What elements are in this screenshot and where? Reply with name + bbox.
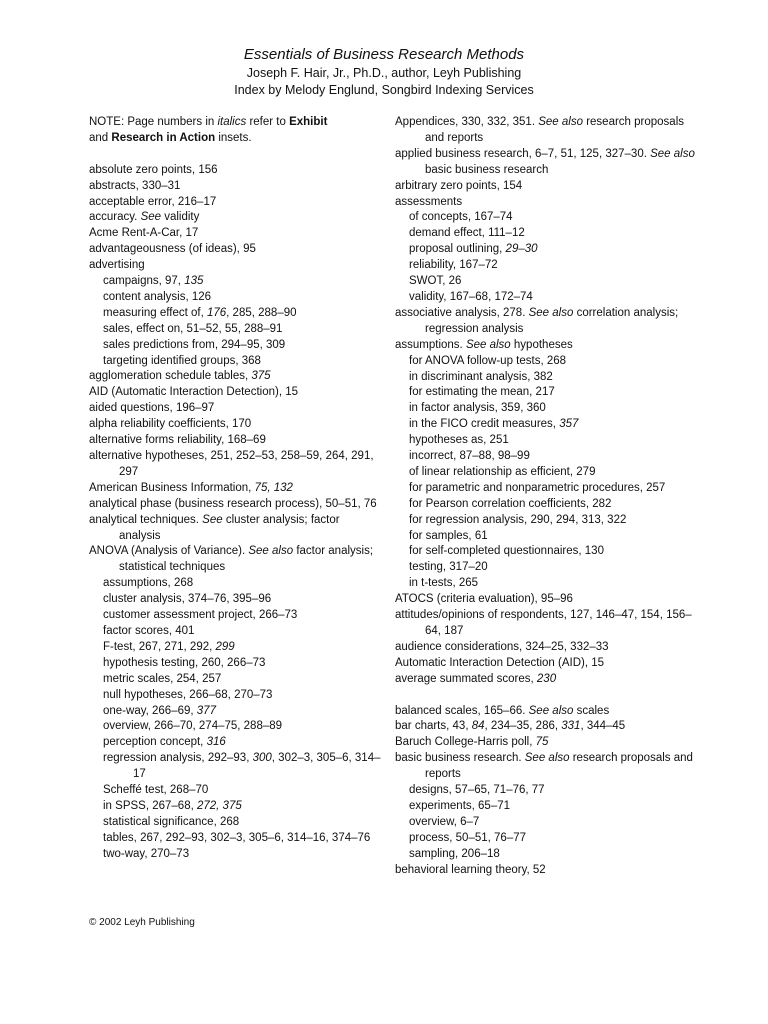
entry-text: null hypotheses, 266–68, 270–73 xyxy=(103,688,273,701)
entry-text: 272, 375 xyxy=(196,799,242,812)
index-subentry xyxy=(89,799,384,815)
copyright-footer: © 2002 Leyh Publishing xyxy=(89,917,195,928)
entry-text: alternative forms reliability, 168–69 xyxy=(89,434,266,447)
entry-text: insets. xyxy=(215,131,252,144)
entry-text: 377 xyxy=(196,704,216,717)
entry-text: 176 xyxy=(206,306,227,319)
entry-text: Acme Rent-A-Car, 17 xyxy=(89,227,199,240)
entry-text: basic business research xyxy=(425,163,549,176)
entry-text: Scheffé test, 268–70 xyxy=(103,784,209,797)
entry-text: See xyxy=(140,211,162,224)
entry-text: campaigns, 97, xyxy=(103,275,185,288)
index-subentry xyxy=(395,226,695,242)
entry-text: for self-completed questionnaires, 130 xyxy=(409,545,604,558)
entry-text: Exhibit xyxy=(289,116,328,128)
index-entry xyxy=(395,672,695,688)
index-column-right xyxy=(395,115,695,878)
index-entry xyxy=(395,751,695,783)
index-entry xyxy=(89,433,384,449)
entry-text: , 234–35, 286, xyxy=(484,720,562,733)
entry-text: in the FICO credit measures, xyxy=(409,418,560,431)
index-entry xyxy=(395,704,695,720)
entry-text: in SPSS, 267–68, xyxy=(103,799,197,812)
index-entry xyxy=(89,449,384,481)
indexer-line: Index by Melody Englund, Songbird Indexing Services xyxy=(234,83,534,97)
entry-text: designs, 57–65, 71–76, 77 xyxy=(409,784,545,797)
index-entry xyxy=(89,226,384,242)
index-subentry xyxy=(89,274,384,290)
entry-text: acceptable error, 216–17 xyxy=(89,195,217,208)
entry-text: hypotheses as, 251 xyxy=(409,434,509,447)
entry-text: measuring effect of, xyxy=(103,306,207,319)
entry-text: See also xyxy=(524,752,570,765)
entry-text: of concepts, 167–74 xyxy=(409,211,513,224)
index-subentry xyxy=(395,354,695,370)
index-entry xyxy=(395,179,695,195)
entry-text: agglomeration schedule tables, xyxy=(89,370,252,383)
entry-text: accuracy. xyxy=(89,211,141,224)
index-entry xyxy=(395,640,695,656)
index-entry xyxy=(89,163,384,179)
index-entry xyxy=(89,179,384,195)
entry-text: See also xyxy=(465,338,511,351)
index-subentry xyxy=(89,672,384,688)
entry-text: 230 xyxy=(536,672,557,685)
entry-text: for Pearson correlation coefficients, 282 xyxy=(409,497,612,510)
entry-text: Appendices, 330, 332, 351. xyxy=(395,116,539,128)
index-subentry xyxy=(395,385,695,401)
index-subentry xyxy=(395,481,695,497)
index-subentry xyxy=(89,608,384,624)
entry-text: targeting identified groups, 368 xyxy=(103,354,261,367)
entry-text: Automatic Interaction Detection (AID), 15 xyxy=(395,656,605,669)
entry-text: validity, 167–68, 172–74 xyxy=(409,290,533,303)
index-entry xyxy=(395,147,695,179)
entry-text: proposal outlining, xyxy=(409,243,506,256)
index-subentry xyxy=(395,401,695,417)
index-entry xyxy=(89,481,384,497)
entry-text: Research in Action xyxy=(111,131,216,144)
entry-text: of linear relationship as efficient, 279 xyxy=(409,465,596,478)
entry-text: 357 xyxy=(559,418,579,431)
entry-text: basic business research. xyxy=(395,752,525,765)
entry-text: average summated scores, xyxy=(395,672,537,685)
entry-text: absolute zero points, 156 xyxy=(89,163,218,176)
index-subentry xyxy=(395,242,695,258)
index-subentry xyxy=(395,417,695,433)
entry-text: reliability, 167–72 xyxy=(409,259,498,272)
index-subentry xyxy=(395,258,695,274)
entry-text: , 302–3, 305–6, 314–17 xyxy=(133,752,381,781)
index-entry xyxy=(89,115,384,131)
index-entry xyxy=(395,195,695,211)
page-header xyxy=(0,45,768,99)
entry-text: NOTE: Page numbers in xyxy=(89,116,218,128)
index-subentry xyxy=(395,831,695,847)
index-subentry xyxy=(89,290,384,306)
entry-text: for parametric and nonparametric procedures, 257 xyxy=(409,481,666,494)
entry-text: sales, effect on, 51–52, 55, 288–91 xyxy=(103,322,283,335)
index-subentry xyxy=(395,847,695,863)
entry-text: 84 xyxy=(471,720,485,733)
entry-text: SWOT, 26 xyxy=(409,275,462,288)
index-subentry xyxy=(89,338,384,354)
index-entry xyxy=(395,735,695,751)
entry-text: Baruch College-Harris poll, xyxy=(395,736,536,749)
index-subentry xyxy=(89,735,384,751)
index-entry xyxy=(89,242,384,258)
index-subentry xyxy=(395,783,695,799)
index-entry xyxy=(89,131,384,147)
index-subentry xyxy=(395,210,695,226)
index-subentry xyxy=(395,513,695,529)
entry-text: behavioral learning theory, 52 xyxy=(395,863,546,876)
entry-text: alternative hypotheses, 251, 252–53, 258–59, 264, 291, 297 xyxy=(89,450,374,478)
index-entry xyxy=(89,369,384,385)
entry-text: See also xyxy=(528,306,574,319)
entry-text: arbitrary zero points, 154 xyxy=(395,179,523,192)
index-subentry xyxy=(89,354,384,370)
entry-text: 316 xyxy=(206,736,226,749)
entry-text: factor analysis; statistical techniques xyxy=(119,545,374,574)
entry-text: assumptions, 268 xyxy=(103,577,194,590)
index-entry xyxy=(395,608,695,640)
index-column-left xyxy=(89,115,384,863)
entry-text: sampling, 206–18 xyxy=(409,847,500,860)
index-entry xyxy=(395,719,695,735)
entry-text: content analysis, 126 xyxy=(103,290,212,303)
index-subentry xyxy=(89,688,384,704)
entry-text: assessments xyxy=(395,195,463,208)
entry-text: AID (Automatic Interaction Detection), 15 xyxy=(89,386,299,399)
entry-text: See also xyxy=(650,147,695,160)
entry-text: abstracts, 330–31 xyxy=(89,179,181,192)
author-line: Joseph F. Hair, Jr., Ph.D., author, Leyh Publishing xyxy=(246,66,522,80)
entry-text: tables, 267, 292–93, 302–3, 305–6, 314–16, 374–76 xyxy=(103,831,371,844)
index-subentry xyxy=(89,576,384,592)
index-entry xyxy=(89,497,384,513)
entry-text: applied business research, 6–7, 51, 125, 327–30. xyxy=(395,147,651,160)
entry-spacer xyxy=(395,688,695,704)
index-subentry xyxy=(395,497,695,513)
entry-text: cluster analysis; factor analysis xyxy=(119,513,340,542)
index-entry xyxy=(395,115,695,147)
index-entry xyxy=(89,417,384,433)
index-subentry xyxy=(89,815,384,831)
entry-text: 75 xyxy=(535,736,549,749)
entry-text: See also xyxy=(248,545,294,558)
entry-text: hypothesis testing, 260, 266–73 xyxy=(103,656,266,669)
index-entry xyxy=(89,195,384,211)
index-subentry xyxy=(395,560,695,576)
entry-text: scales xyxy=(573,704,610,717)
entry-text: 375 xyxy=(251,370,271,383)
index-subentry xyxy=(89,306,384,322)
entry-text: alpha reliability coefficients, 170 xyxy=(89,418,252,431)
entry-text: and xyxy=(89,131,112,144)
index-subentry xyxy=(89,704,384,720)
entry-text: advantageousness (of ideas), 95 xyxy=(89,243,256,256)
index-entry xyxy=(395,656,695,672)
entry-text: in factor analysis, 359, 360 xyxy=(409,402,546,415)
index-subentry xyxy=(395,449,695,465)
index-subentry xyxy=(89,751,384,783)
entry-text: See xyxy=(202,513,223,526)
index-subentry xyxy=(89,783,384,799)
entry-text: process, 50–51, 76–77 xyxy=(409,831,527,844)
entry-text: in discriminant analysis, 382 xyxy=(409,370,553,383)
index-entry xyxy=(395,338,695,354)
index-entry xyxy=(89,513,384,545)
entry-text: validity xyxy=(161,211,200,224)
entry-text: for regression analysis, 290, 294, 313, 322 xyxy=(409,513,627,526)
entry-text: See also xyxy=(538,116,583,128)
entry-text: assumptions. xyxy=(395,338,466,351)
entry-text: cluster analysis, 374–76, 395–96 xyxy=(103,593,272,606)
index-entry xyxy=(395,863,695,879)
index-subentry xyxy=(395,274,695,290)
entry-text: 75, 132 xyxy=(254,481,293,494)
index-subentry xyxy=(395,290,695,306)
index-subentry xyxy=(395,815,695,831)
entry-text: attitudes/opinions of respondents, 127, 146–47, 154, 156–64, 187 xyxy=(395,609,692,637)
entry-text: incorrect, 87–88, 98–99 xyxy=(409,450,530,463)
index-subentry xyxy=(89,624,384,640)
entry-text: 135 xyxy=(184,275,204,288)
index-entry xyxy=(89,210,384,226)
index-subentry xyxy=(89,322,384,338)
index-entry xyxy=(89,385,384,401)
index-subentry xyxy=(89,719,384,735)
entry-text: bar charts, 43, xyxy=(395,720,472,733)
index-subentry xyxy=(89,831,384,847)
index-subentry xyxy=(395,370,695,386)
entry-text: American Business Information, xyxy=(89,481,255,494)
entry-text: associative analysis, 278. xyxy=(395,306,529,319)
entry-text: ATOCS (criteria evaluation), 95–96 xyxy=(395,593,573,606)
index-subentry xyxy=(89,640,384,656)
entry-text: aided questions, 196–97 xyxy=(89,402,215,415)
entry-text: demand effect, 111–12 xyxy=(409,227,525,240)
index-entry xyxy=(89,401,384,417)
index-entry xyxy=(89,544,384,576)
entry-text: experiments, 65–71 xyxy=(409,799,511,812)
entry-text: advertising xyxy=(89,259,145,272)
index-subentry xyxy=(395,465,695,481)
entry-text: overview, 266–70, 274–75, 288–89 xyxy=(103,720,283,733)
entry-text: ANOVA (Analysis of Variance). xyxy=(89,545,249,558)
entry-text: metric scales, 254, 257 xyxy=(103,672,222,685)
index-subentry xyxy=(89,656,384,672)
entry-text: regression analysis, 292–93, xyxy=(103,752,253,765)
entry-text: overview, 6–7 xyxy=(409,815,480,828)
entry-text: for estimating the mean, 217 xyxy=(409,386,555,399)
index-subentry xyxy=(395,544,695,560)
entry-text: 299 xyxy=(215,640,235,653)
index-entry xyxy=(395,306,695,338)
entry-text: analytical techniques. xyxy=(89,513,203,526)
entry-text: F-test, 267, 271, 292, xyxy=(103,640,216,653)
index-subentry xyxy=(89,847,384,863)
entry-text: perception concept, xyxy=(103,736,207,749)
index-entry xyxy=(89,258,384,274)
entry-text: balanced scales, 165–66. xyxy=(395,704,529,717)
entry-text: 300 xyxy=(252,752,272,765)
entry-text: italics xyxy=(217,116,247,128)
entry-text: correlation analysis; regression analysis xyxy=(425,306,679,335)
entry-text: sales predictions from, 294–95, 309 xyxy=(103,338,286,351)
index-subentry xyxy=(395,576,695,592)
entry-text: See also xyxy=(528,704,574,717)
entry-text: for ANOVA follow-up tests, 268 xyxy=(409,354,567,367)
entry-text: , 285, 288–90 xyxy=(226,306,297,319)
entry-text: customer assessment project, 266–73 xyxy=(103,609,298,622)
index-subentry xyxy=(89,592,384,608)
index-subentry xyxy=(395,799,695,815)
entry-text: research proposals and reports xyxy=(425,752,693,781)
index-subentry xyxy=(395,433,695,449)
entry-text: factor scores, 401 xyxy=(103,624,195,637)
entry-text: , 344–45 xyxy=(580,720,626,733)
index-entry xyxy=(395,592,695,608)
entry-text: one-way, 266–69, xyxy=(103,704,197,717)
entry-text: audience considerations, 324–25, 332–33 xyxy=(395,640,609,653)
entry-text: two-way, 270–73 xyxy=(103,847,190,860)
entry-text: 29–30 xyxy=(505,243,538,256)
entry-text: refer to xyxy=(246,116,290,128)
entry-text: 331 xyxy=(561,720,581,733)
entry-text: testing, 317–20 xyxy=(409,561,488,574)
book-title: Essentials of Business Research Methods xyxy=(243,46,525,63)
entry-text: hypotheses xyxy=(510,338,573,351)
entry-text: for samples, 61 xyxy=(409,529,488,542)
entry-text: analytical phase (business research process), 50–51, 76 xyxy=(89,497,377,510)
entry-text: statistical significance, 268 xyxy=(103,815,240,828)
entry-spacer xyxy=(89,147,384,163)
entry-text: in t-tests, 265 xyxy=(409,577,479,590)
entry-text: research proposals and reports xyxy=(425,116,684,144)
index-subentry xyxy=(395,529,695,545)
